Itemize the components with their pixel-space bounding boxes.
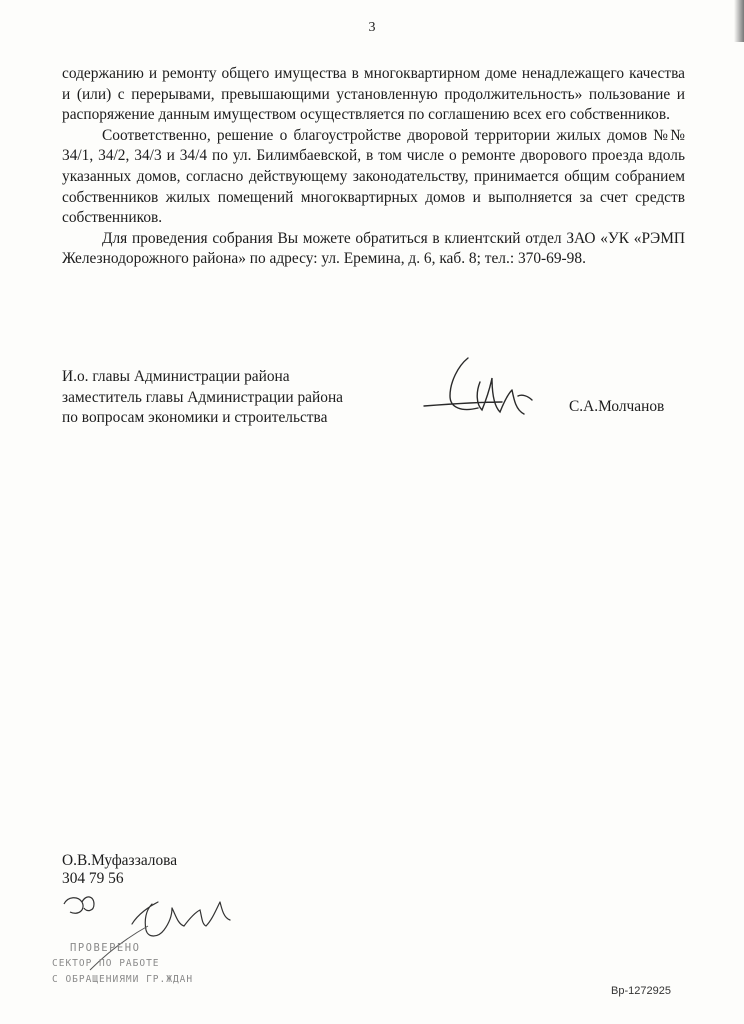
page-number: 3	[368, 20, 376, 35]
stamp-line-2: С ОБРАЩЕНИЯМИ ГР.ЖДАН	[52, 974, 194, 985]
document-code: Вр-1272925	[611, 985, 671, 997]
stamp-line-1: СЕКТОР ПО РАБОТЕ	[52, 958, 160, 969]
signatory-title-line-1: И.о. главы Администрации района	[62, 368, 290, 385]
paragraph-3: Для проведения собрания Вы можете обратиться в клиентский отдел ЗАО «УК «РЭМП Железнодорожного района» по адресу: ул. Еремина, д. 6, каб. 8; тел.: 370-69-98.	[62, 229, 685, 268]
paragraph-1: содержанию и ремонту общего имущества в многоквартирном доме ненадлежащего качества и (или) с перерывами, превышающими установленную продолжительность» пользование и распоряжение данным имуществом осуществляется по соглашению всех его собственников.	[62, 65, 685, 124]
executor-name: О.В.Муфаззалова	[62, 852, 178, 869]
verification-stamp	[52, 940, 193, 988]
signatory-title	[62, 367, 343, 429]
paragraph-2: Соответственно, решение о благоустройстве дворовой территории жилых домов №№ 34/1, 34/2, 34/3 и 34/4 по ул. Билимбаевской, в том числе о ремонте дворового проезда вдоль указанных домов, согласно действующему законодательству, принимается общим собранием собственников жилых помещений многоквартирных домов и выполняется за счет средств собственников.	[62, 126, 685, 227]
signer-name: С.А.Молчанов	[569, 398, 665, 415]
executor-phone: 304 79 56	[62, 870, 124, 887]
letter-body	[62, 64, 685, 270]
signatory-title-line-3: по вопросам экономики и строительства	[62, 409, 328, 427]
stamp-title: ПРОВЕРЕНО	[70, 942, 141, 954]
handwritten-signature	[420, 352, 550, 432]
signatory-title-line-2: заместитель главы Администрации района	[62, 388, 344, 406]
